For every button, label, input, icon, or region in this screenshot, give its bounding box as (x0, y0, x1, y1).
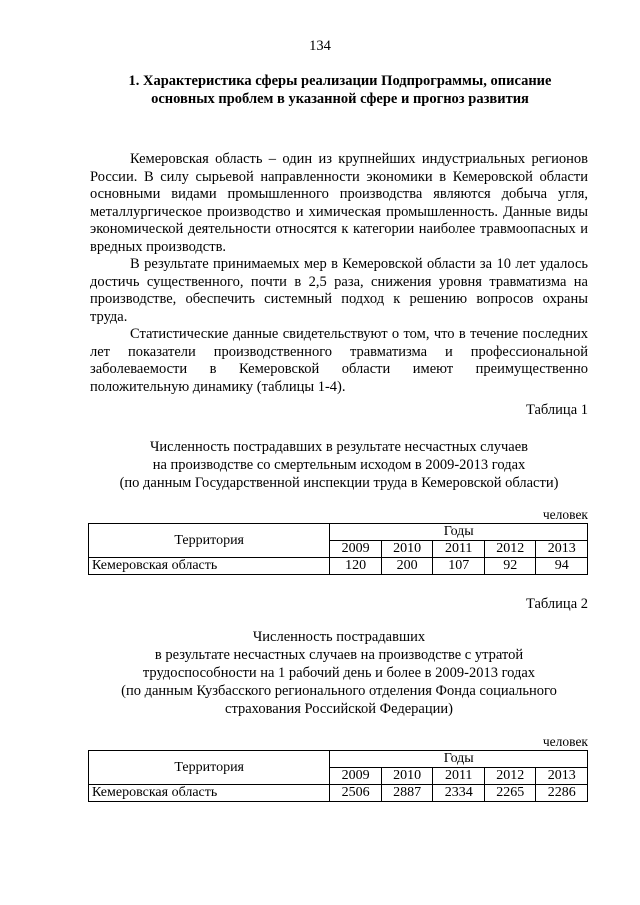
year-header: 2010 (381, 541, 433, 558)
table-2-unit: человек (542, 734, 588, 749)
paragraph: Кемеровская область – один из крупнейших индустриальных регионов России. В силу сырьевой направленности экономики в Кемеровской области основными видами промышленного производства являются добыча угля, металлургическое производство и химическая промышленность. Данные виды экономической деятельности относятся к категории наиболее травмоопасных и вредных производств. (90, 151, 588, 255)
table-2-title-line: (по данным Кузбасского регионального отделения Фонда социального (121, 683, 557, 699)
cell-value: 200 (381, 558, 433, 575)
table-2 (88, 750, 588, 802)
row-territory: Кемеровская область (89, 558, 330, 575)
year-header: 2012 (484, 541, 536, 558)
table-1-title (90, 438, 588, 492)
cell-value: 92 (484, 558, 536, 575)
table-1 (88, 523, 588, 575)
table-1-label: Таблица 1 (525, 402, 588, 418)
table-2-label: Таблица 2 (525, 596, 588, 612)
heading-line-2: основных проблем в указанной сфере и прогноз развития (151, 91, 529, 107)
table-row (89, 558, 588, 575)
table-header-row (89, 751, 588, 768)
table-1-unit: человек (542, 507, 588, 522)
year-header: 2011 (433, 768, 485, 785)
column-header-years: Годы (330, 524, 588, 541)
cell-value: 2265 (484, 785, 536, 802)
table-1-title-line: Численность пострадавших в результате несчастных случаев (149, 439, 529, 455)
cell-value: 2506 (330, 785, 382, 802)
year-header: 2012 (484, 768, 536, 785)
year-header: 2010 (381, 768, 433, 785)
table-header-row (89, 524, 588, 541)
row-territory: Кемеровская область (89, 785, 330, 802)
paragraph: В результате принимаемых мер в Кемеровской области за 10 лет удалось достичь существенного, почти в 2,5 раза, снижения уровня травматизма на производстве, обеспечить системный подход к решению вопросов охраны труда. (90, 256, 588, 325)
cell-value: 94 (536, 558, 588, 575)
year-header: 2013 (536, 768, 588, 785)
table-2-title-line: страхования Российской Федерации) (225, 701, 453, 717)
section-heading (90, 72, 590, 108)
year-header: 2009 (330, 768, 382, 785)
page-number: 134 (309, 38, 331, 54)
cell-value: 2286 (536, 785, 588, 802)
column-header-territory: Территория (89, 524, 330, 558)
table-2-title (90, 628, 588, 718)
cell-value: 120 (330, 558, 382, 575)
column-header-territory: Территория (89, 751, 330, 785)
cell-value: 107 (433, 558, 485, 575)
year-header: 2013 (536, 541, 588, 558)
cell-value: 2334 (433, 785, 485, 802)
heading-line-1: Характеристика сферы реализации Подпрограммы, описание (143, 73, 552, 89)
year-header: 2011 (433, 541, 485, 558)
cell-value: 2887 (381, 785, 433, 802)
table-2-title-line: трудоспособности на 1 рабочий день и более в 2009-2013 годах (142, 665, 536, 681)
heading-number: 1. (128, 73, 140, 89)
year-header: 2009 (330, 541, 382, 558)
table-1-title-line: на производстве со смертельным исходом в 2009-2013 годах (152, 457, 526, 473)
table-1-title-line: (по данным Государственной инспекции труда в Кемеровской области) (119, 475, 559, 491)
column-header-years: Годы (330, 751, 588, 768)
table-2-title-line: Численность пострадавших (252, 629, 426, 645)
paragraph: Статистические данные свидетельствуют о том, что в течение последних лет показатели производственного травматизма и профессиональной заболеваемости в Кемеровской области имеют преимущественно положительную динамику (таблицы 1-4). (90, 326, 588, 395)
body-text (90, 151, 588, 396)
table-2-title-line: в результате несчастных случаев на производстве с утратой (154, 647, 524, 663)
table-row (89, 785, 588, 802)
